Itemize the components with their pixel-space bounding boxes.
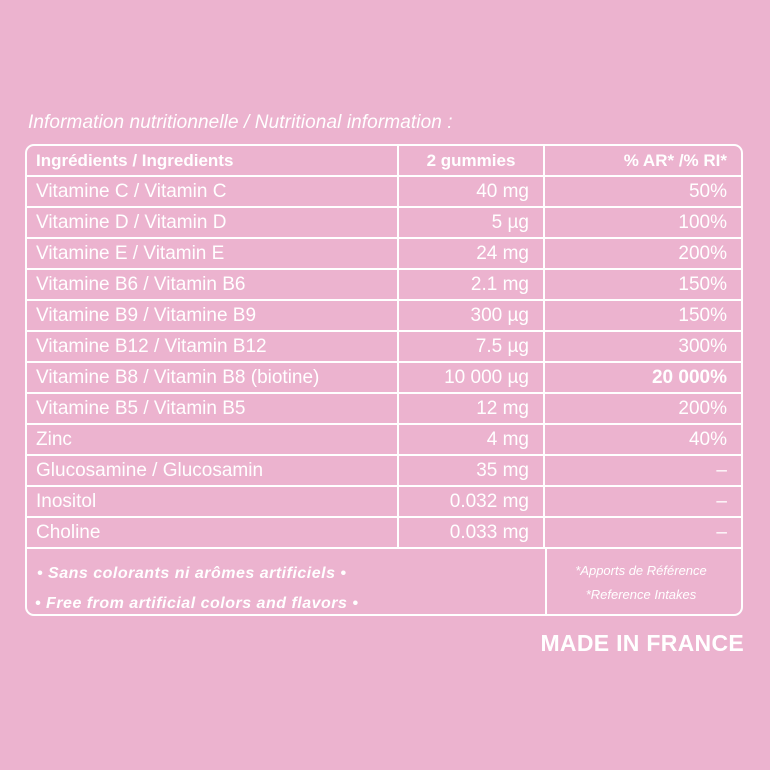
nutrition-panel <box>25 144 743 616</box>
ingredient-reference-intake: – <box>716 491 727 512</box>
ingredient-reference-intake: 100% <box>678 212 727 233</box>
ingredient-reference-intake: 40% <box>688 429 727 450</box>
ingredient-amount: 40 mg <box>399 177 545 206</box>
ingredient-name: Vitamine B5 / Vitamin B5 <box>27 394 399 423</box>
ingredient-amount: 4 mg <box>399 425 545 454</box>
ingredient-name: Vitamine B6 / Vitamin B6 <box>27 270 399 299</box>
table-row <box>27 363 741 394</box>
ingredient-name: Vitamine C / Vitamin C <box>27 177 399 206</box>
ingredient-name: Zinc <box>27 425 399 454</box>
table-header-row <box>27 146 741 177</box>
ingredient-amount: 2.1 mg <box>399 270 545 299</box>
ingredient-amount: 300 µg <box>399 301 545 330</box>
ingredient-amount: 0.032 mg <box>399 487 545 516</box>
table-row <box>27 425 741 456</box>
ingredient-amount: 24 mg <box>399 239 545 268</box>
ingredient-name: Vitamine E / Vitamin E <box>27 239 399 268</box>
table-row <box>27 456 741 487</box>
footnote-english: *Reference Intakes <box>585 586 697 602</box>
header-reference-intake: % AR* /% RI* <box>623 151 727 170</box>
footnote-french: *Apports de Référence <box>575 562 707 578</box>
ingredient-reference-intake: 200% <box>678 398 727 419</box>
table-row <box>27 301 741 332</box>
ingredient-reference-intake: 200% <box>678 243 727 264</box>
nutrition-table <box>27 146 741 549</box>
ingredient-name: Inositol <box>27 487 399 516</box>
header-ingredients: Ingrédients / Ingredients <box>27 146 399 175</box>
panel-footer <box>27 549 741 616</box>
ingredient-amount: 12 mg <box>399 394 545 423</box>
header-amount: 2 gummies <box>399 146 545 175</box>
nutrition-heading: Information nutritionnelle / Nutritional information : <box>28 112 453 133</box>
table-row <box>27 394 741 425</box>
ingredient-name: Vitamine B12 / Vitamin B12 <box>27 332 399 361</box>
ingredient-amount: 10 000 µg <box>399 363 545 392</box>
table-row <box>27 239 741 270</box>
ingredient-reference-intake: – <box>716 460 727 481</box>
table-row <box>27 177 741 208</box>
claim-english: • Free from artificial colors and flavors • <box>35 595 359 612</box>
ingredient-reference-intake: 50% <box>688 181 727 202</box>
ingredient-name: Vitamine B8 / Vitamin B8 (biotine) <box>27 363 399 392</box>
ingredient-amount: 5 µg <box>399 208 545 237</box>
made-in-france-label: MADE IN FRANCE <box>540 630 744 656</box>
table-row <box>27 332 741 363</box>
ingredient-name: Choline <box>27 518 399 547</box>
ingredient-amount: 7.5 µg <box>399 332 545 361</box>
ingredient-amount: 35 mg <box>399 456 545 485</box>
claims-box <box>27 549 545 616</box>
table-row <box>27 487 741 518</box>
ingredient-amount: 0.033 mg <box>399 518 545 547</box>
table-row <box>27 208 741 239</box>
table-row <box>27 518 741 549</box>
ingredient-reference-intake: 150% <box>678 305 727 326</box>
claim-french: • Sans colorants ni arômes artificiels • <box>37 565 347 582</box>
ingredient-name: Glucosamine / Glucosamin <box>27 456 399 485</box>
ingredient-reference-intake: 300% <box>678 336 727 357</box>
ingredient-name: Vitamine B9 / Vitamine B9 <box>27 301 399 330</box>
footnote-box <box>545 549 741 616</box>
ingredient-name: Vitamine D / Vitamin D <box>27 208 399 237</box>
ingredient-reference-intake: – <box>716 522 727 543</box>
table-row <box>27 270 741 301</box>
ingredient-reference-intake: 150% <box>678 274 727 295</box>
ingredient-reference-intake: 20 000% <box>651 367 727 388</box>
